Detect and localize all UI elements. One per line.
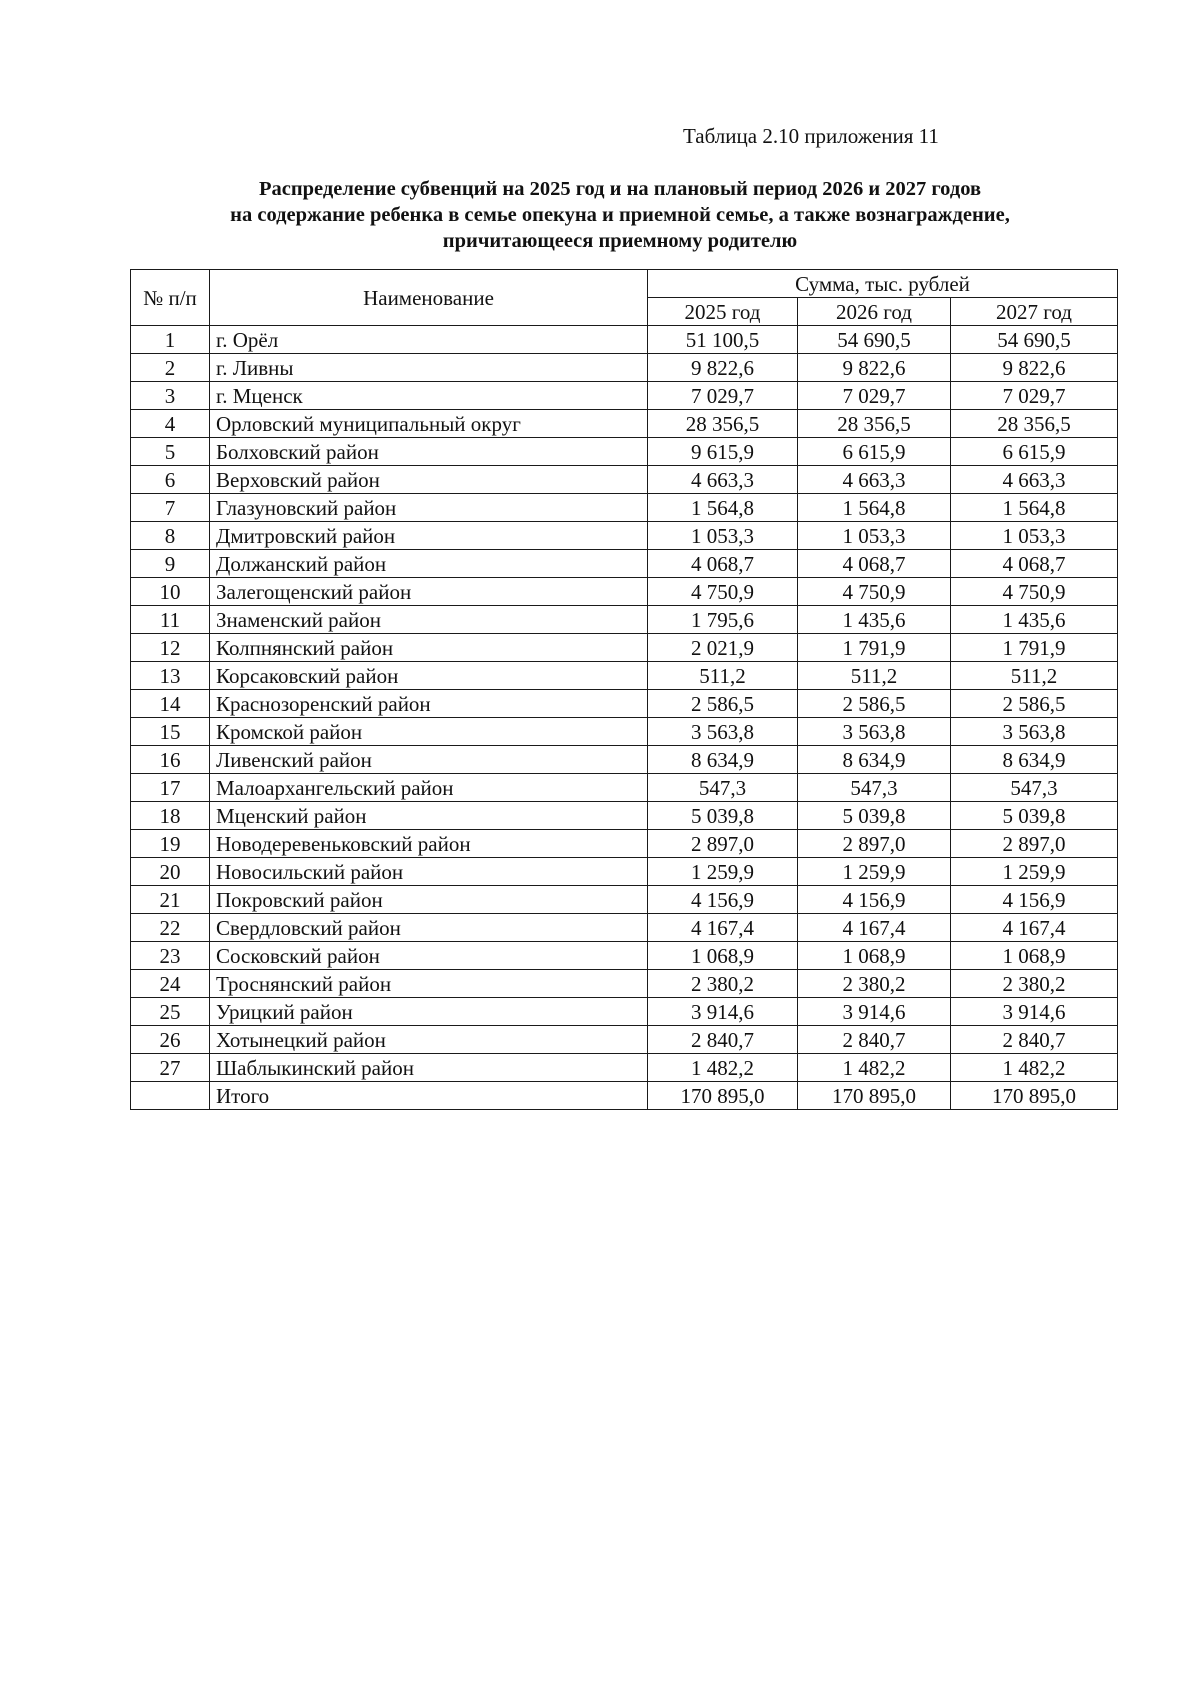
row-value-2026: 511,2 [798,662,951,690]
table-row [131,886,1118,914]
table-row [131,438,1118,466]
row-value-2026: 2 840,7 [798,1026,951,1054]
row-num: 10 [131,578,210,606]
row-value-2027: 28 356,5 [951,410,1118,438]
row-value-2026: 3 914,6 [798,998,951,1026]
row-value-2027: 4 750,9 [951,578,1118,606]
row-value-2026: 4 156,9 [798,886,951,914]
row-value-2026: 8 634,9 [798,746,951,774]
row-value-2026: 1 482,2 [798,1054,951,1082]
row-value-2026: 5 039,8 [798,802,951,830]
row-value-2026: 28 356,5 [798,410,951,438]
table-row [131,802,1118,830]
row-value-2025: 1 068,9 [648,942,798,970]
row-value-2026: 1 053,3 [798,522,951,550]
total-2025: 170 895,0 [648,1082,798,1110]
table-row [131,998,1118,1026]
row-name: Троснянский район [210,970,648,998]
table-body [131,326,1118,1110]
row-value-2025: 1 795,6 [648,606,798,634]
table-row [131,662,1118,690]
row-value-2025: 2 380,2 [648,970,798,998]
row-num: 18 [131,802,210,830]
subvention-table [130,269,1118,1110]
table-row [131,578,1118,606]
title-line-2: на содержание ребенка в семье опекуна и приемной семье, а также вознаграждение, [230,204,1010,226]
row-num: 19 [131,830,210,858]
table-row [131,606,1118,634]
row-value-2026: 2 586,5 [798,690,951,718]
table-row [131,326,1118,354]
row-name: Болховский район [210,438,648,466]
row-value-2027: 54 690,5 [951,326,1118,354]
row-num: 26 [131,1026,210,1054]
row-name: г. Мценск [210,382,648,410]
row-value-2027: 4 167,4 [951,914,1118,942]
row-name: Ливенский район [210,746,648,774]
row-value-2025: 3 914,6 [648,998,798,1026]
document-title [100,176,1140,254]
row-value-2026: 3 563,8 [798,718,951,746]
row-value-2025: 9 615,9 [648,438,798,466]
row-value-2025: 1 482,2 [648,1054,798,1082]
row-name: Краснозоренский район [210,690,648,718]
row-value-2026: 1 564,8 [798,494,951,522]
row-value-2027: 1 791,9 [951,634,1118,662]
row-value-2026: 9 822,6 [798,354,951,382]
table-row [131,774,1118,802]
row-num: 4 [131,410,210,438]
row-value-2025: 51 100,5 [648,326,798,354]
row-name: Шаблыкинский район [210,1054,648,1082]
row-num: 11 [131,606,210,634]
row-value-2027: 4 156,9 [951,886,1118,914]
table-row [131,550,1118,578]
row-num: 3 [131,382,210,410]
row-value-2025: 4 663,3 [648,466,798,494]
row-name: Залегощенский район [210,578,648,606]
row-value-2026: 547,3 [798,774,951,802]
row-value-2025: 7 029,7 [648,382,798,410]
row-name: Кромской район [210,718,648,746]
row-num: 22 [131,914,210,942]
row-name: Должанский район [210,550,648,578]
row-num: 15 [131,718,210,746]
row-value-2026: 2 897,0 [798,830,951,858]
table-row [131,830,1118,858]
row-name: Глазуновский район [210,494,648,522]
row-num: 5 [131,438,210,466]
header-sum-group: Сумма, тыс. рублей [648,270,1118,298]
row-name: Новосильский район [210,858,648,886]
title-line-3: причитающееся приемному родителю [442,230,798,252]
row-value-2025: 2 897,0 [648,830,798,858]
row-value-2025: 28 356,5 [648,410,798,438]
total-2026: 170 895,0 [798,1082,951,1110]
row-num: 21 [131,886,210,914]
row-value-2026: 1 259,9 [798,858,951,886]
row-num: 14 [131,690,210,718]
row-num: 6 [131,466,210,494]
header-num: № п/п [131,270,210,326]
row-value-2027: 5 039,8 [951,802,1118,830]
row-num: 16 [131,746,210,774]
row-value-2026: 7 029,7 [798,382,951,410]
row-num: 13 [131,662,210,690]
row-value-2025: 2 840,7 [648,1026,798,1054]
row-value-2025: 4 750,9 [648,578,798,606]
table-header [131,270,1118,326]
row-value-2026: 4 663,3 [798,466,951,494]
row-num: 20 [131,858,210,886]
table-row [131,494,1118,522]
row-value-2027: 9 822,6 [951,354,1118,382]
row-value-2026: 6 615,9 [798,438,951,466]
total-num [131,1082,210,1110]
row-name: Сосковский район [210,942,648,970]
row-value-2027: 3 563,8 [951,718,1118,746]
row-name: Верховский район [210,466,648,494]
row-value-2027: 1 053,3 [951,522,1118,550]
row-name: Колпнянский район [210,634,648,662]
table-row [131,354,1118,382]
row-value-2025: 511,2 [648,662,798,690]
table-row [131,1026,1118,1054]
row-name: Покровский район [210,886,648,914]
row-value-2027: 1 435,6 [951,606,1118,634]
row-name: Корсаковский район [210,662,648,690]
row-value-2025: 5 039,8 [648,802,798,830]
total-label: Итого [210,1082,648,1110]
table-row [131,942,1118,970]
row-name: Урицкий район [210,998,648,1026]
row-value-2027: 4 068,7 [951,550,1118,578]
row-value-2027: 2 897,0 [951,830,1118,858]
row-value-2026: 4 750,9 [798,578,951,606]
table-row [131,970,1118,998]
row-num: 25 [131,998,210,1026]
table-row [131,634,1118,662]
table-row [131,522,1118,550]
row-value-2025: 9 822,6 [648,354,798,382]
row-num: 8 [131,522,210,550]
row-value-2027: 6 615,9 [951,438,1118,466]
row-value-2027: 1 564,8 [951,494,1118,522]
row-value-2025: 2 021,9 [648,634,798,662]
row-value-2025: 1 053,3 [648,522,798,550]
row-num: 24 [131,970,210,998]
row-value-2027: 4 663,3 [951,466,1118,494]
row-value-2025: 4 156,9 [648,886,798,914]
row-value-2025: 1 564,8 [648,494,798,522]
row-value-2025: 2 586,5 [648,690,798,718]
table-row [131,382,1118,410]
row-value-2025: 4 167,4 [648,914,798,942]
row-value-2027: 3 914,6 [951,998,1118,1026]
table-row [131,1054,1118,1082]
row-name: г. Ливны [210,354,648,382]
row-value-2026: 2 380,2 [798,970,951,998]
row-value-2026: 4 167,4 [798,914,951,942]
row-num: 2 [131,354,210,382]
row-num: 1 [131,326,210,354]
row-value-2026: 1 068,9 [798,942,951,970]
row-value-2026: 1 791,9 [798,634,951,662]
row-name: Хотынецкий район [210,1026,648,1054]
total-2027: 170 895,0 [951,1082,1118,1110]
row-name: Мценский район [210,802,648,830]
row-value-2027: 1 259,9 [951,858,1118,886]
row-num: 12 [131,634,210,662]
table-reference: Таблица 2.10 приложения 11 [683,124,939,148]
row-name: г. Орёл [210,326,648,354]
header-year-2025: 2025 год [648,298,798,326]
row-value-2025: 3 563,8 [648,718,798,746]
row-value-2027: 1 068,9 [951,942,1118,970]
table-row [131,746,1118,774]
row-value-2026: 54 690,5 [798,326,951,354]
row-num: 9 [131,550,210,578]
row-value-2027: 7 029,7 [951,382,1118,410]
row-name: Орловский муниципальный округ [210,410,648,438]
table-row [131,410,1118,438]
title-line-1: Распределение субвенций на 2025 год и на плановый период 2026 и 2027 годов [258,178,982,200]
row-value-2027: 2 380,2 [951,970,1118,998]
row-value-2025: 4 068,7 [648,550,798,578]
row-num: 17 [131,774,210,802]
row-name: Свердловский район [210,914,648,942]
table-row [131,914,1118,942]
row-value-2027: 2 586,5 [951,690,1118,718]
row-num: 7 [131,494,210,522]
total-row [131,1082,1118,1110]
header-year-2027: 2027 год [951,298,1118,326]
row-value-2025: 1 259,9 [648,858,798,886]
table-row [131,690,1118,718]
row-value-2027: 511,2 [951,662,1118,690]
row-value-2026: 1 435,6 [798,606,951,634]
header-row-1 [131,270,1118,298]
table-row [131,718,1118,746]
row-value-2026: 4 068,7 [798,550,951,578]
row-value-2025: 547,3 [648,774,798,802]
row-value-2027: 2 840,7 [951,1026,1118,1054]
row-name: Дмитровский район [210,522,648,550]
row-value-2027: 8 634,9 [951,746,1118,774]
row-value-2025: 8 634,9 [648,746,798,774]
row-num: 27 [131,1054,210,1082]
table-row [131,466,1118,494]
row-name: Знаменский район [210,606,648,634]
row-value-2027: 547,3 [951,774,1118,802]
row-value-2027: 1 482,2 [951,1054,1118,1082]
row-num: 23 [131,942,210,970]
row-name: Малоархангельский район [210,774,648,802]
header-year-2026: 2026 год [798,298,951,326]
row-name: Новодеревеньковский район [210,830,648,858]
header-name: Наименование [210,270,648,326]
table-row [131,858,1118,886]
